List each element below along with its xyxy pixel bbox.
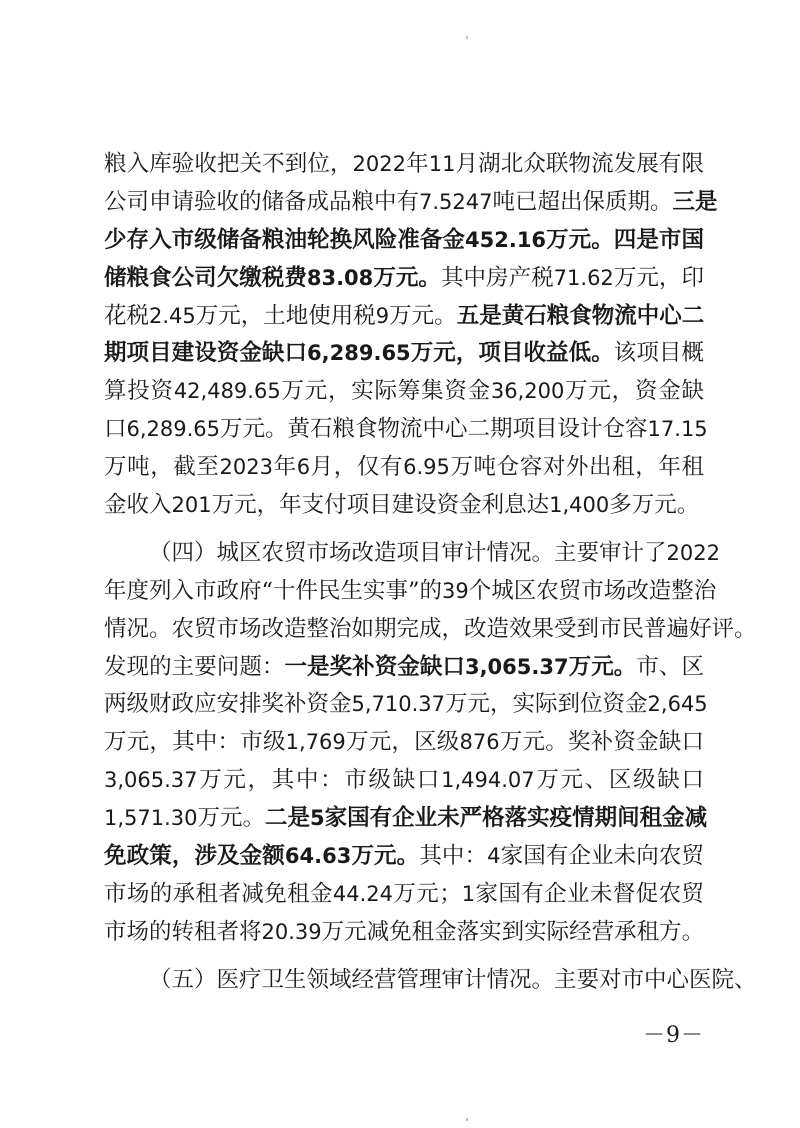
text-segment: 市、区 bbox=[636, 653, 704, 680]
text-segment: 万元，项目收益低。 bbox=[410, 340, 614, 367]
text-segment: 83.08 bbox=[306, 265, 374, 290]
text-segment: 452.16 bbox=[465, 227, 547, 252]
text-segment: 11 bbox=[428, 152, 456, 176]
text-line bbox=[104, 914, 704, 952]
text-segment: 5,710.37 bbox=[351, 692, 446, 717]
text-segment: 万吨，截至 bbox=[104, 454, 220, 481]
text-segment: 7.5247 bbox=[419, 189, 493, 214]
text-segment: 万元，其中：市级缺口 bbox=[197, 767, 442, 794]
text-segment: 免政策，涉及金额 bbox=[104, 843, 285, 870]
text-segment: 1,769 bbox=[285, 730, 346, 755]
text-segment: 1,400 bbox=[549, 493, 610, 518]
text-segment: 万元，实际到位资金 bbox=[445, 691, 648, 718]
text-segment: 万元。 bbox=[389, 302, 457, 329]
text-line bbox=[104, 449, 704, 487]
text-segment: 其中房产税 bbox=[440, 264, 554, 291]
text-segment: 1,571.30 bbox=[104, 806, 198, 831]
text-segment: 情况。农贸市场改造整治如期完成，改造效果受到市民普遍好评。 bbox=[104, 615, 757, 642]
text-segment: 6 bbox=[296, 455, 311, 480]
text-segment: 万元，土地使用税 bbox=[195, 302, 376, 329]
text-segment: 期项目建设资金缺口 bbox=[104, 340, 308, 367]
text-segment: 一是奖补资金缺口 bbox=[284, 653, 465, 680]
text-segment: 6,289.65 bbox=[126, 417, 221, 442]
text-segment: 万元，印 bbox=[613, 264, 704, 291]
text-segment: 2,645 bbox=[647, 692, 708, 717]
text-segment: 公司申请验收的储备成品粮中有 bbox=[104, 188, 420, 215]
text-segment: 年 bbox=[406, 151, 429, 177]
text-segment: 万元，区级 bbox=[345, 729, 460, 756]
text-line bbox=[104, 335, 704, 373]
text-segment: 2022 bbox=[352, 152, 406, 176]
text-segment: 三是 bbox=[672, 188, 718, 215]
text-line bbox=[104, 876, 704, 914]
text-line bbox=[104, 686, 708, 724]
text-segment: 万元，年支付项目建设资金利息达 bbox=[211, 492, 550, 519]
text-line bbox=[104, 298, 704, 336]
text-line bbox=[104, 411, 708, 449]
text-segment: 该项目概 bbox=[613, 340, 704, 367]
text-segment: 64.63 bbox=[284, 844, 352, 869]
text-segment: （四）城区农贸市场改造项目审计情况。主要审计了 bbox=[149, 539, 667, 566]
text-segment: 花税 bbox=[104, 302, 150, 329]
text-segment: 万元。 bbox=[351, 843, 420, 870]
text-segment: 17.15 bbox=[647, 417, 708, 442]
text-line bbox=[104, 260, 704, 298]
text-segment: 算投资 bbox=[104, 378, 174, 405]
text-segment: 万元。 bbox=[197, 805, 266, 832]
text-segment: 月，仅有 bbox=[310, 454, 404, 481]
text-segment: 9 bbox=[375, 303, 390, 328]
text-segment: 876 bbox=[459, 730, 500, 755]
text-segment: 万元，实际筹集资金 bbox=[280, 378, 491, 405]
text-segment: 家国有企业未向农贸 bbox=[500, 843, 704, 870]
text-line bbox=[104, 222, 704, 260]
text-segment: 6.95 bbox=[403, 455, 450, 480]
text-segment: 万元。奖补资金缺口 bbox=[499, 729, 704, 756]
text-segment: 2.45 bbox=[149, 303, 196, 328]
text-segment: 6,289.65 bbox=[307, 341, 411, 366]
text-segment: 储粮食公司欠缴税费 bbox=[104, 264, 307, 291]
text-segment: 五是黄石粮食物流中心二 bbox=[456, 302, 705, 329]
text-segment: 个城区农贸市场改造整治 bbox=[468, 577, 717, 604]
scan-mark-bottom bbox=[466, 1118, 468, 1121]
text-line bbox=[104, 146, 704, 184]
text-segment: 家国有企业未督促农贸 bbox=[475, 880, 704, 907]
text-segment: 吨已超出保质期。 bbox=[492, 188, 673, 215]
text-segment: 万吨仓容对外出租，年租 bbox=[449, 454, 704, 481]
text-segment: 少存入市级储备粮油轮换风险准备金 bbox=[104, 226, 465, 253]
text-segment: 发现的主要问题： bbox=[104, 653, 285, 680]
text-line bbox=[104, 373, 704, 411]
scan-mark-top bbox=[466, 36, 468, 39]
text-segment: 万元、区级缺口 bbox=[534, 767, 704, 794]
text-segment: 1,494.07 bbox=[441, 768, 535, 793]
text-segment: 两级财政应安排奖补资金 bbox=[104, 691, 352, 718]
text-segment: 万元减免租金落实到实际经营承租方。 bbox=[321, 918, 705, 945]
text-segment: 2022 bbox=[666, 540, 720, 565]
text-segment: 44.24 bbox=[332, 881, 394, 906]
text-line bbox=[104, 611, 757, 649]
text-line bbox=[104, 800, 708, 838]
text-segment: 月湖北众联物流发展有限 bbox=[455, 151, 704, 177]
text-segment: 粮入库验收把关不到位， bbox=[104, 151, 353, 177]
text-line bbox=[104, 649, 704, 687]
text-segment: 20.39 bbox=[261, 919, 322, 944]
text-line bbox=[104, 724, 704, 762]
text-segment: 万元，其中：市级 bbox=[104, 729, 286, 756]
text-segment: 万元； bbox=[393, 880, 462, 907]
text-segment: 3,065.37 bbox=[464, 654, 569, 679]
text-line bbox=[104, 962, 757, 1000]
text-segment: 口 bbox=[104, 416, 127, 443]
text-segment: 36,200 bbox=[490, 379, 565, 404]
text-line bbox=[104, 573, 717, 611]
text-segment: 5 bbox=[310, 806, 325, 831]
text-line bbox=[104, 762, 704, 800]
text-segment: 年度列入市政府“十件民生实事”的 bbox=[104, 577, 443, 604]
text-segment: 201 bbox=[171, 493, 212, 518]
text-segment: 万元，资金缺 bbox=[564, 378, 704, 405]
text-segment: 多万元。 bbox=[609, 492, 700, 519]
text-segment: 39 bbox=[442, 578, 469, 603]
text-segment: 二是 bbox=[265, 805, 311, 832]
text-segment: 市场的转租者将 bbox=[104, 918, 262, 945]
text-segment: 42,489.65 bbox=[173, 379, 281, 404]
text-line bbox=[104, 535, 720, 573]
text-segment: 金收入 bbox=[104, 492, 172, 519]
text-line bbox=[104, 838, 704, 876]
text-line bbox=[104, 184, 718, 222]
text-line bbox=[104, 487, 704, 525]
text-segment: 1 bbox=[461, 881, 476, 906]
text-segment: 71.62 bbox=[553, 265, 614, 290]
text-segment: 万元。黄石粮食物流中心二期项目设计仓容 bbox=[220, 416, 648, 443]
document-body bbox=[104, 146, 757, 1000]
page-number: －9－ bbox=[643, 1023, 704, 1048]
text-segment: 其中： bbox=[419, 843, 488, 870]
text-segment: 4 bbox=[487, 844, 501, 869]
text-segment: 2023 bbox=[219, 455, 273, 480]
text-segment: （五）医疗卫生领域经营管理审计情况。主要对市中心医院、 bbox=[149, 966, 757, 993]
text-segment: 家国有企业未严格落实疫情期间租金减 bbox=[324, 805, 708, 832]
text-segment: 年 bbox=[272, 454, 297, 481]
text-segment: 万元。 bbox=[373, 264, 441, 291]
text-segment: 万元。四是市国 bbox=[546, 226, 704, 253]
text-segment: 万元。 bbox=[568, 653, 637, 680]
text-segment: 3,065.37 bbox=[104, 768, 198, 793]
text-segment: 市场的承租者减免租金 bbox=[104, 880, 333, 907]
